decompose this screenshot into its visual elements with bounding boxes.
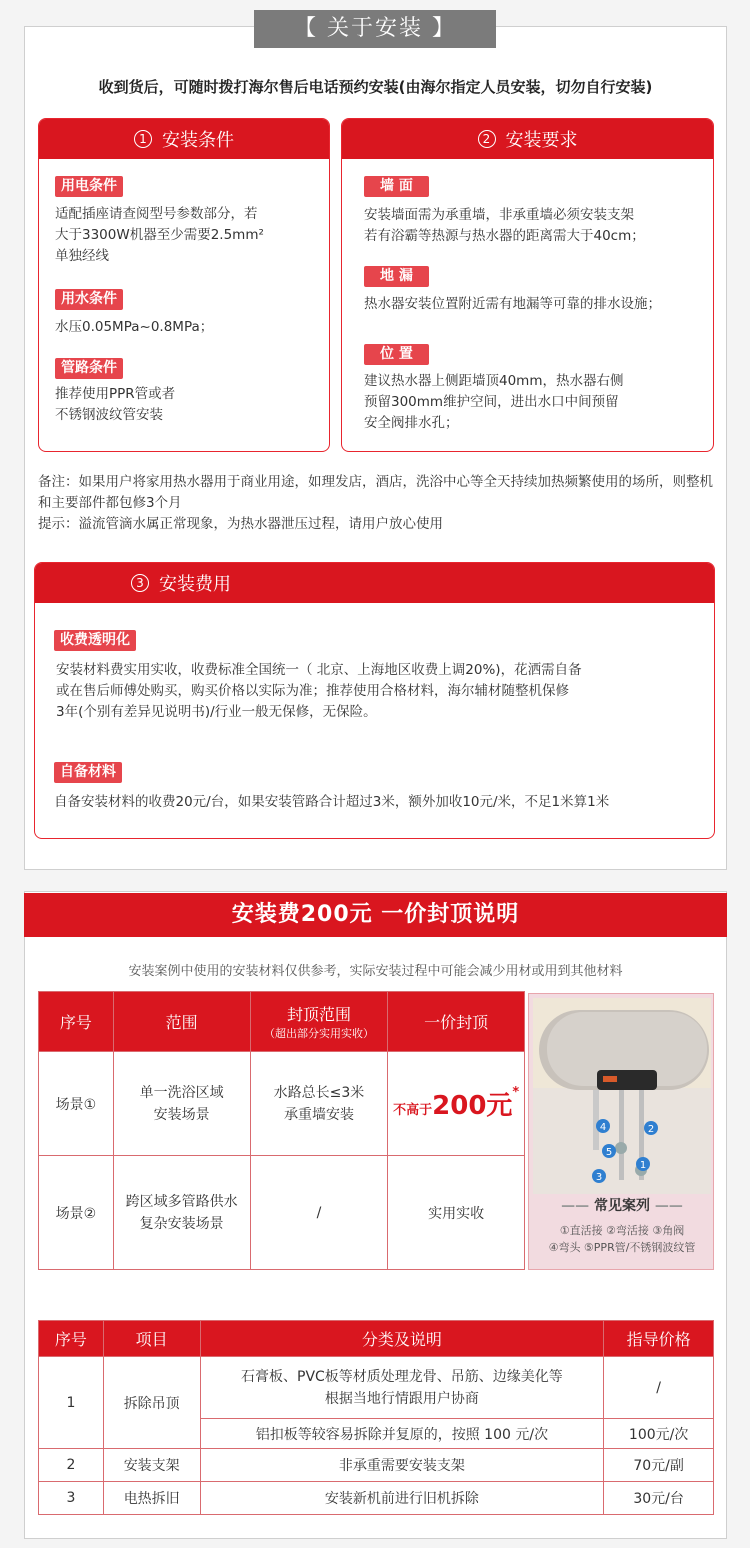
card-header bbox=[39, 119, 329, 159]
table-row bbox=[39, 1156, 525, 1270]
card-fees bbox=[34, 562, 715, 839]
heater-photo bbox=[533, 998, 711, 1194]
header-no: 序号 bbox=[39, 1321, 104, 1357]
cell-item: 拆除吊顶 bbox=[103, 1357, 200, 1449]
number-badge: 3 bbox=[131, 574, 149, 592]
price-value: 200元 bbox=[432, 1091, 513, 1121]
price-prefix: 不高于 bbox=[393, 1103, 433, 1118]
cell-price: / bbox=[604, 1357, 714, 1419]
cell-scope: 单一洗浴区域 安装场景 bbox=[113, 1052, 250, 1156]
label-1: 1 bbox=[639, 1160, 647, 1171]
case-title-text: 常见案列 bbox=[594, 1198, 650, 1214]
cell-no: 2 bbox=[39, 1449, 104, 1482]
text-drain: 热水器安装位置附近需有地漏等可靠的排水设施； bbox=[364, 296, 661, 312]
card-title: 安装要求 bbox=[505, 130, 578, 151]
tag-wall: 墙 面 bbox=[364, 176, 429, 197]
note-overflow: 提示：溢流管滴水属正常现象，为热水器泄压过程，请用户放心使用 bbox=[38, 516, 443, 532]
number-badge: 1 bbox=[134, 130, 152, 148]
label-2: 2 bbox=[647, 1124, 655, 1135]
cell-desc: 铝扣板等较容易拆除并复原的，按照 100 元/次 bbox=[200, 1419, 604, 1449]
note-commercial: 备注：如果用户将家用热水器用于商业用途，如理发店，酒店，洗浴中心等全天持续加热频繁使用的场所，则整机和主要部件都包修3个月 bbox=[38, 474, 713, 511]
text-pipe: 推荐使用PPR管或者 不锈钢波纹管安装 bbox=[55, 386, 176, 423]
cell-desc: 非承重需要安装支架 bbox=[200, 1449, 604, 1482]
card-header bbox=[35, 563, 714, 603]
header-scope: 范围 bbox=[113, 992, 250, 1052]
text-power: 适配插座请查阅型号参数部分，若 大于3300W机器至少需要2.5mm² 单独经线 bbox=[55, 206, 264, 264]
tag-water: 用水条件 bbox=[55, 289, 123, 310]
case-line-1: ①直活接 ②弯活接 ③角阀 bbox=[559, 1224, 685, 1237]
cell-desc: 安装新机前进行旧机拆除 bbox=[200, 1482, 604, 1515]
cell-no: 1 bbox=[39, 1357, 104, 1449]
cell-price: 实用实收 bbox=[388, 1156, 525, 1270]
cell-price: 100元/次 bbox=[604, 1419, 714, 1449]
cell-price bbox=[388, 1052, 525, 1156]
table-row bbox=[39, 1449, 714, 1482]
tag-pipe: 管路条件 bbox=[55, 358, 123, 379]
header-no: 序号 bbox=[39, 992, 114, 1052]
cell-cap: 水路总长≤3米 承重墙安装 bbox=[250, 1052, 388, 1156]
table-row bbox=[39, 1052, 525, 1156]
card-title: 安装条件 bbox=[162, 130, 234, 151]
price-title: 安装费200元 一价封顶说明 bbox=[24, 893, 727, 937]
card-conditions bbox=[38, 118, 330, 452]
section-title: 【 关于安装 】 bbox=[254, 10, 496, 48]
cell-item: 电热拆旧 bbox=[103, 1482, 200, 1515]
label-4: 4 bbox=[599, 1122, 607, 1133]
header-price: 指导价格 bbox=[604, 1321, 714, 1357]
header-cap-note: （超出部分实用实收） bbox=[263, 1027, 374, 1040]
cell-price: 30元/台 bbox=[604, 1482, 714, 1515]
tag-drain: 地 漏 bbox=[364, 266, 429, 287]
text-transparent: 安装材料费实用实收，收费标准全国统一（ 北京、上海地区收费上调20%)，花洒需自备 或在售后师傅处购买，购买价格以实际为准；推荐使用合格材料，海尔辅材随整机保修 3年(个别有差异见说明书)/行业一般无保修，无保险。 bbox=[56, 662, 582, 720]
cell-no: 场景① bbox=[39, 1052, 114, 1156]
cell-item: 安装支架 bbox=[103, 1449, 200, 1482]
intro-text: 收到货后，可随时拨打海尔售后电话预约安装(由海尔指定人员安装，切勿自行安装) bbox=[98, 78, 653, 96]
text-water: 水压0.05MPa~0.8MPa； bbox=[55, 319, 214, 335]
header-price: 一价封顶 bbox=[388, 992, 525, 1052]
text-self-material: 自备安装材料的收费20元/台，如果安装管路合计超过3米，额外加收10元/米，不足1米算1米 bbox=[54, 794, 610, 810]
card-title: 安装费用 bbox=[159, 574, 231, 595]
table-row bbox=[39, 1357, 714, 1419]
cell-no: 场景② bbox=[39, 1156, 114, 1270]
cell-price: 70元/副 bbox=[604, 1449, 714, 1482]
card-requirements bbox=[341, 118, 714, 452]
tag-power: 用电条件 bbox=[55, 176, 123, 197]
case-line-2: ④弯头 ⑤PPR管/不锈钢波纹管 bbox=[548, 1241, 696, 1254]
header-item: 项目 bbox=[103, 1321, 200, 1357]
notes bbox=[38, 472, 718, 535]
label-3: 3 bbox=[595, 1172, 603, 1183]
header-cap-label: 封顶范围 bbox=[286, 1005, 351, 1024]
header-desc: 分类及说明 bbox=[200, 1321, 604, 1357]
cell-no: 3 bbox=[39, 1482, 104, 1515]
extra-fee-table bbox=[38, 1320, 714, 1515]
tag-transparent: 收费透明化 bbox=[54, 630, 136, 651]
tag-self-material: 自备材料 bbox=[54, 762, 122, 783]
card-header bbox=[342, 119, 713, 159]
case-box bbox=[528, 993, 714, 1270]
cell-desc: 石膏板、PVC板等材质处理龙骨、吊筋、边缘美化等 根据当地行情跟用户协商 bbox=[200, 1357, 604, 1419]
cell-cap: / bbox=[250, 1156, 388, 1270]
text-wall: 安装墙面需为承重墙，非承重墙必须安装支架 若有浴霸等热源与热水器的距离需大于40cm； bbox=[364, 207, 645, 244]
cell-scope: 跨区域多管路供水 复杂安装场景 bbox=[113, 1156, 250, 1270]
case-title: —— 常见案列 —— bbox=[561, 1198, 683, 1214]
price-star: * bbox=[512, 1085, 520, 1100]
table-row bbox=[39, 1482, 714, 1515]
number-badge: 2 bbox=[478, 130, 496, 148]
label-5: 5 bbox=[605, 1147, 613, 1158]
tag-position: 位 置 bbox=[364, 344, 429, 365]
header-cap bbox=[250, 992, 388, 1052]
text-position: 建议热水器上侧距墙顶40mm，热水器右侧 预留300mm维护空间，进出水口中间预留 安全阀排水孔； bbox=[364, 373, 624, 431]
price-subtitle: 安装案例中使用的安装材料仅供参考，实际安装过程中可能会减少用材或用到其他材料 bbox=[128, 964, 623, 979]
scenario-table bbox=[38, 991, 525, 1270]
